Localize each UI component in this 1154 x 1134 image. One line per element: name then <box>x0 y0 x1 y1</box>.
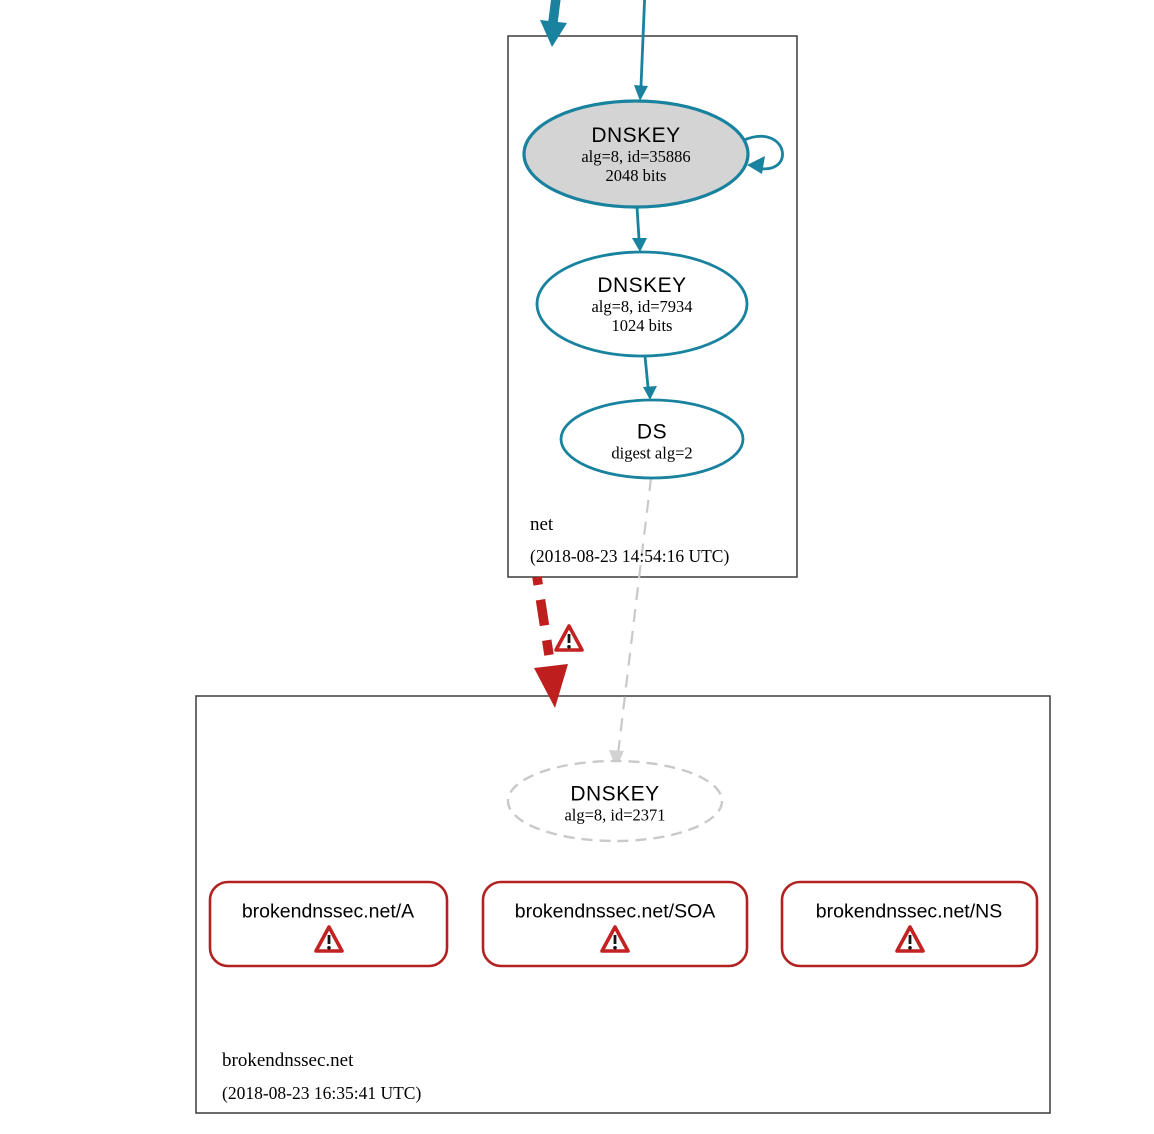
zone-brokendnssec-label: brokendnssec.net <box>222 1050 354 1071</box>
child-dnskey-title: DNSKEY <box>570 782 660 806</box>
edge-zsk-to-ds <box>645 356 648 387</box>
zone-net-timestamp: (2018-08-23 14:54:16 UTC) <box>530 546 730 566</box>
edge-incoming-to-ksk-arrowhead <box>634 85 648 101</box>
child-dnskey-label <box>564 782 665 825</box>
ds-detail-1: digest alg=2 <box>611 443 693 463</box>
ksk-dnskey-title: DNSKEY <box>591 123 681 147</box>
edge-incoming-to-ksk <box>641 0 645 86</box>
zsk-dnskey-detail-2: 1024 bits <box>611 316 673 336</box>
ksk-dnskey-detail-2: 2048 bits <box>605 166 667 186</box>
edge-bogus-delegation <box>537 577 549 655</box>
edge-ksk-to-zsk <box>637 207 639 239</box>
zsk-dnskey-title: DNSKEY <box>597 273 687 297</box>
warning-exclamation-dot <box>327 946 331 950</box>
zsk-dnskey-detail-1: alg=8, id=7934 <box>591 297 693 317</box>
edge-ksk-to-zsk-arrowhead <box>632 238 647 252</box>
ksk-dnskey-label <box>581 124 690 186</box>
child-dnskey-detail-1: alg=8, id=2371 <box>564 805 666 825</box>
warning-exclamation-dot <box>613 946 617 950</box>
edge-incoming-delegation-arrowhead <box>540 20 567 47</box>
edge-bogus-delegation-arrowhead <box>534 664 568 708</box>
ksk-dnskey-detail-1: alg=8, id=35886 <box>581 147 691 167</box>
warning-exclamation-dot <box>567 645 571 649</box>
warning-exclamation-dot <box>908 946 912 950</box>
rrset-soa-node[interactable] <box>483 882 747 966</box>
zsk-dnskey-label <box>591 274 692 336</box>
rrset-a-node[interactable] <box>210 882 447 966</box>
edge-incoming-delegation <box>553 0 557 22</box>
rrset-a-label: brokendnssec.net/A <box>241 900 415 923</box>
zone-net-label: net <box>530 514 554 535</box>
rrset-soa-label: brokendnssec.net/SOA <box>514 900 716 923</box>
ds-title: DS <box>636 420 668 444</box>
ds-label <box>611 420 692 463</box>
ksk-self-sign-loop-arrowhead <box>747 156 765 174</box>
edge-ds-to-child-dnskey <box>618 478 651 754</box>
warning-icon <box>556 626 582 650</box>
rrset-ns-node[interactable] <box>782 882 1037 966</box>
rrset-ns-label: brokendnssec.net/NS <box>815 900 1003 923</box>
zone-brokendnssec-timestamp: (2018-08-23 16:35:41 UTC) <box>222 1083 422 1103</box>
edge-zsk-to-ds-arrowhead <box>643 386 657 400</box>
